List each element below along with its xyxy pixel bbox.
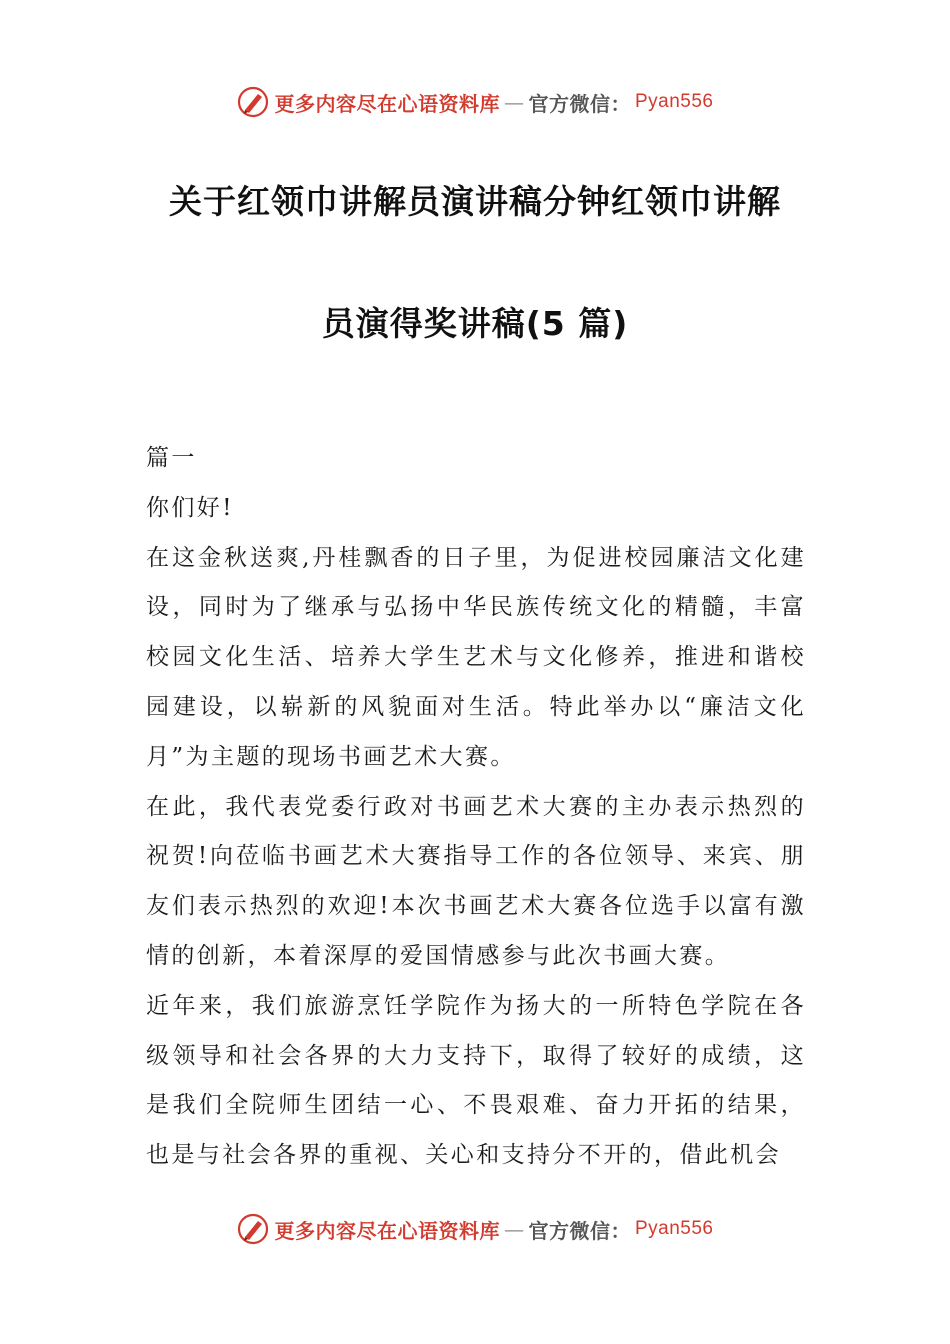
watermark-label: 官方微信： <box>528 91 631 116</box>
pen-logo-icon <box>236 1212 270 1246</box>
paragraph: 在此，我代表党委行政对书画艺术大赛的主办表示热烈的祝贺!向莅临书画艺术大赛指导工作的各位领导、来宾、朋友们表示热烈的欢迎!本次书画艺术大赛各位选手以富有激情的创新，本着深厚的爱国情感参与此次书画大赛。 <box>146 793 806 969</box>
watermark-main-text: 更多内容尽在心语资料库 <box>274 1218 500 1243</box>
pen-logo-icon <box>236 85 270 119</box>
watermark-id: Pyan556 <box>634 91 714 112</box>
watermark-main-text: 更多内容尽在心语资料库 <box>274 91 500 116</box>
greeting: 你们好! <box>146 494 234 521</box>
page-title-line-2: 员演得奖讲稿(5 篇) <box>321 304 629 343</box>
paragraph: 在这金秋送爽,丹桂飘香的日子里，为促进校园廉洁文化建设，同时为了继承与弘扬中华民族传统文化的精髓，丰富校园文化生活、培养大学生艺术与文化修养，推进和谐校园建设，以崭新的风貌面对生活。特此举办以“廉洁文化月”为主题的现场书画艺术大赛。 <box>146 544 806 770</box>
watermark-dash: — <box>503 1217 525 1241</box>
paragraph: 近年来，我们旅游烹饪学院作为扬大的一所特色学院在各级领导和社会各界的大力支持下，取得了较好的成绩，这是我们全院师生团结一心、不畏艰难、奋力开拓的结果，也是与社会各界的重视、关心和支持分不开的，借此机会 <box>146 992 806 1169</box>
page-title-line-1: 关于红领巾讲解员演讲稿分钟红领巾讲解 <box>169 182 781 221</box>
watermark-label: 官方微信： <box>528 1218 631 1243</box>
header-watermark <box>0 82 950 122</box>
watermark-dash: — <box>503 90 525 114</box>
document-body <box>146 434 806 1181</box>
footer-watermark <box>0 1209 950 1249</box>
watermark-id: Pyan556 <box>634 1218 714 1239</box>
section-heading: 篇一 <box>146 445 197 471</box>
